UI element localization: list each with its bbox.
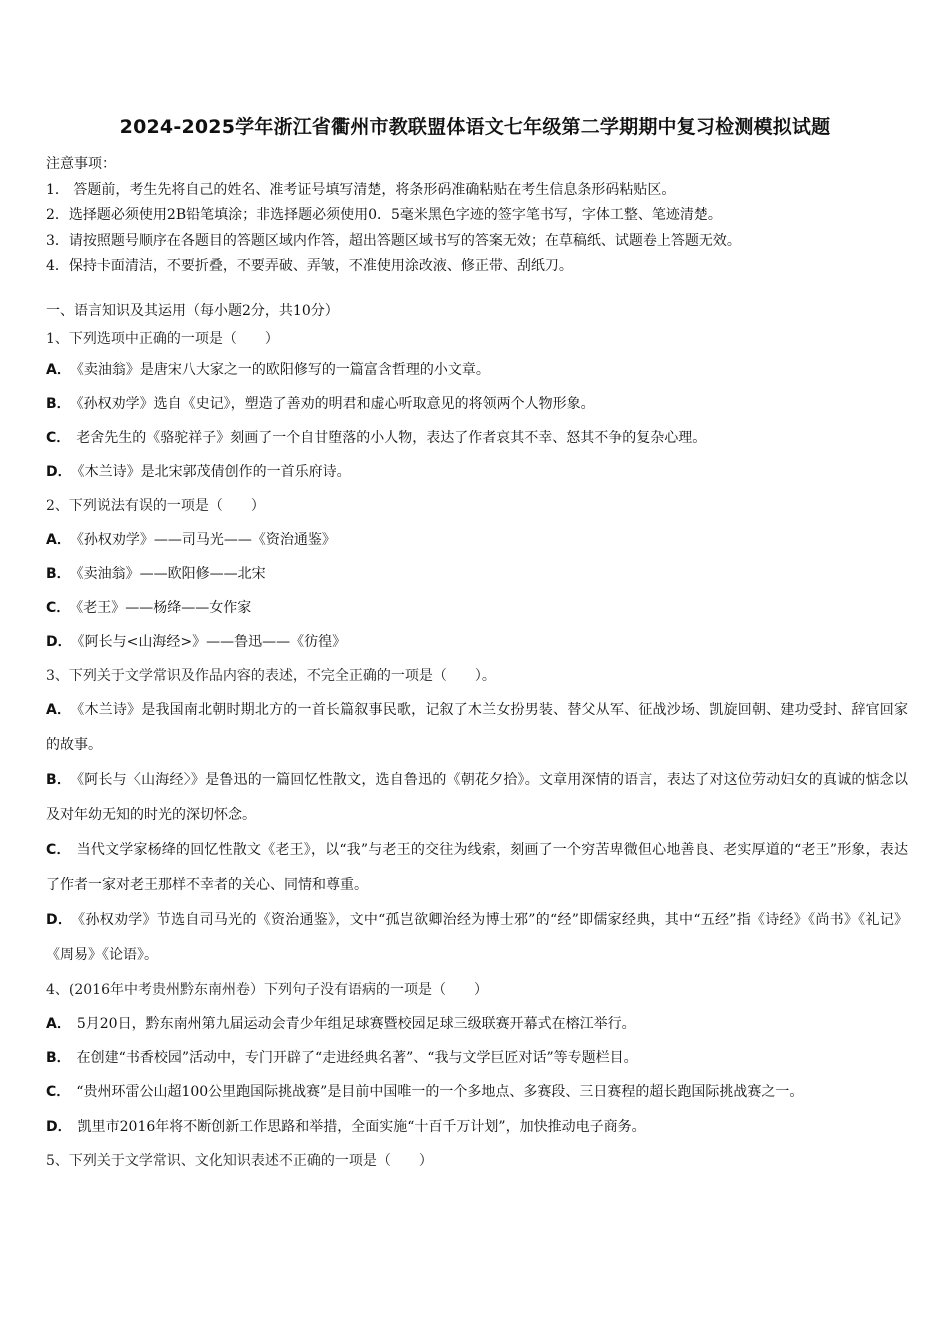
option-c bbox=[46, 833, 908, 903]
option-label: B． bbox=[46, 1050, 71, 1066]
option-label: B． bbox=[46, 566, 71, 582]
option-a bbox=[46, 523, 908, 557]
option-label: D． bbox=[46, 634, 72, 650]
option-text: 当代文学家杨绛的回忆性散文《老王》，以“我”与老王的交往为线索，刻画了一个穷苦卑微但心地善良、老实厚道的“老王”形象，表达了作者一家对老王那样不幸者的关心、同情和尊重。 bbox=[46, 842, 908, 893]
option-label: B． bbox=[46, 396, 71, 412]
option-text: 《阿长与〈山海经〉》是鲁迅的一篇回忆性散文，选自鲁迅的《朝花夕拾》。文章用深情的语言，表达了对这位劳动妇女的真诚的惦念以及对年幼无知的时光的深切怀念。 bbox=[46, 772, 908, 823]
option-label: A． bbox=[46, 362, 71, 378]
option-a bbox=[46, 1007, 908, 1041]
option-b bbox=[46, 1041, 908, 1075]
option-text: “贵州环雷公山超100公里跑国际挑战赛”是目前中国唯一的一个多地点、多赛段、三日赛程的超长跑国际挑战赛之一。 bbox=[76, 1084, 804, 1100]
option-label: C． bbox=[46, 1084, 71, 1100]
question-stem: 4、(2016年中考贵州黔东南州卷）下列句子没有语病的一项是（ ） bbox=[46, 982, 488, 998]
option-c bbox=[46, 1075, 908, 1110]
section-heading: 一、语言知识及其运用（每小题2分，共10分） bbox=[46, 303, 339, 319]
option-a bbox=[46, 693, 908, 763]
option-text: 《卖油翁》是唐宋八大家之一的欧阳修写的一篇富含哲理的小文章。 bbox=[76, 362, 490, 378]
option-text: 凯里市2016年将不断创新工作思路和举措，全面实施“十百千万计划”，加快推动电子商务。 bbox=[77, 1119, 646, 1135]
question-stem: 1、下列选项中正确的一项是（ ） bbox=[46, 331, 279, 347]
option-label: A． bbox=[46, 1016, 71, 1032]
option-b bbox=[46, 387, 908, 421]
option-label: D． bbox=[46, 1119, 72, 1135]
page-title: 2024-2025学年浙江省衢州市教联盟体语文七年级第二学期期中复习检测模拟试题 bbox=[119, 116, 831, 138]
notice-item: 4．保持卡面清洁，不要折叠，不要弄破、弄皱，不准使用涂改液、修正带、刮纸刀。 bbox=[46, 258, 573, 274]
option-label: D． bbox=[46, 464, 72, 480]
option-c bbox=[46, 591, 908, 625]
option-d bbox=[46, 455, 908, 489]
notice-heading: 注意事项： bbox=[46, 156, 116, 172]
option-c bbox=[46, 421, 908, 455]
option-text: 《阿长与<山海经>》——鲁迅——《彷徨》 bbox=[77, 634, 347, 650]
option-label: D． bbox=[46, 912, 73, 928]
question-stem: 2、下列说法有误的一项是（ ） bbox=[46, 498, 265, 514]
option-label: B． bbox=[46, 772, 72, 788]
option-text: 《孙权劝学》选自《史记》，塑造了善劝的明君和虚心听取意见的将领两个人物形象。 bbox=[76, 396, 595, 412]
option-text: 《老王》——杨绛——女作家 bbox=[76, 600, 252, 616]
question-stem: 5、下列关于文学常识、文化知识表述不正确的一项是（ ） bbox=[46, 1153, 433, 1169]
option-d bbox=[46, 625, 908, 659]
option-label: A． bbox=[46, 532, 71, 548]
notice-block bbox=[46, 152, 906, 280]
option-b bbox=[46, 763, 908, 833]
option-text: 《孙权劝学》——司马光——《资治通鉴》 bbox=[76, 532, 336, 548]
option-text: 《孙权劝学》节选自司马光的《资治通鉴》，文中“孤岂欲卿治经为博士邪”的“经”即儒家经典，其中“五经”指《诗经》《尚书》《礼记》《周易》《论语》。 bbox=[46, 912, 908, 963]
option-text: 5月20日，黔东南州第九届运动会青少年组足球赛暨校园足球三级联赛开幕式在榕江举行。 bbox=[76, 1016, 636, 1032]
notice-item: 2．选择题必须使用2B铅笔填涂；非选择题必须使用0．5毫米黑色字迹的签字笔书写，字体工整、笔迹清楚。 bbox=[46, 207, 722, 223]
option-text: 《卖油翁》——欧阳修——北宋 bbox=[76, 566, 266, 582]
option-b bbox=[46, 557, 908, 591]
notice-item: 1． 答题前，考生先将自己的姓名、准考证号填写清楚，将条形码准确粘贴在考生信息条形码粘贴区。 bbox=[46, 181, 676, 198]
option-text: 老舍先生的《骆驼祥子》刻画了一个自甘堕落的小人物，表达了作者哀其不幸、怒其不争的复杂心理。 bbox=[76, 430, 707, 446]
option-text: 《木兰诗》是我国南北朝时期北方的一首长篇叙事民歌，记叙了木兰女扮男装、替父从军、征战沙场、凯旋回朝、建功受封、辞官回家的故事。 bbox=[46, 702, 908, 753]
option-label: A． bbox=[46, 702, 72, 718]
option-label: C． bbox=[46, 842, 71, 858]
option-text: 《木兰诗》是北宋郭茂倩创作的一首乐府诗。 bbox=[77, 464, 351, 480]
option-a bbox=[46, 353, 908, 387]
option-text: 在创建“书香校园”活动中，专门开辟了“走进经典名著”、“我与文学巨匠对话”等专题栏目。 bbox=[76, 1050, 638, 1066]
notice-item: 3．请按照题号顺序在各题目的答题区域内作答，超出答题区域书写的答案无效；在草稿纸、试题卷上答题无效。 bbox=[46, 232, 741, 249]
option-d bbox=[46, 903, 908, 973]
option-d bbox=[46, 1110, 908, 1144]
questions-block bbox=[46, 297, 908, 1178]
question-stem: 3、下列关于文学常识及作品内容的表述，不完全正确的一项是（ ）。 bbox=[46, 668, 496, 684]
option-label: C． bbox=[46, 600, 71, 616]
option-label: C． bbox=[46, 430, 71, 446]
